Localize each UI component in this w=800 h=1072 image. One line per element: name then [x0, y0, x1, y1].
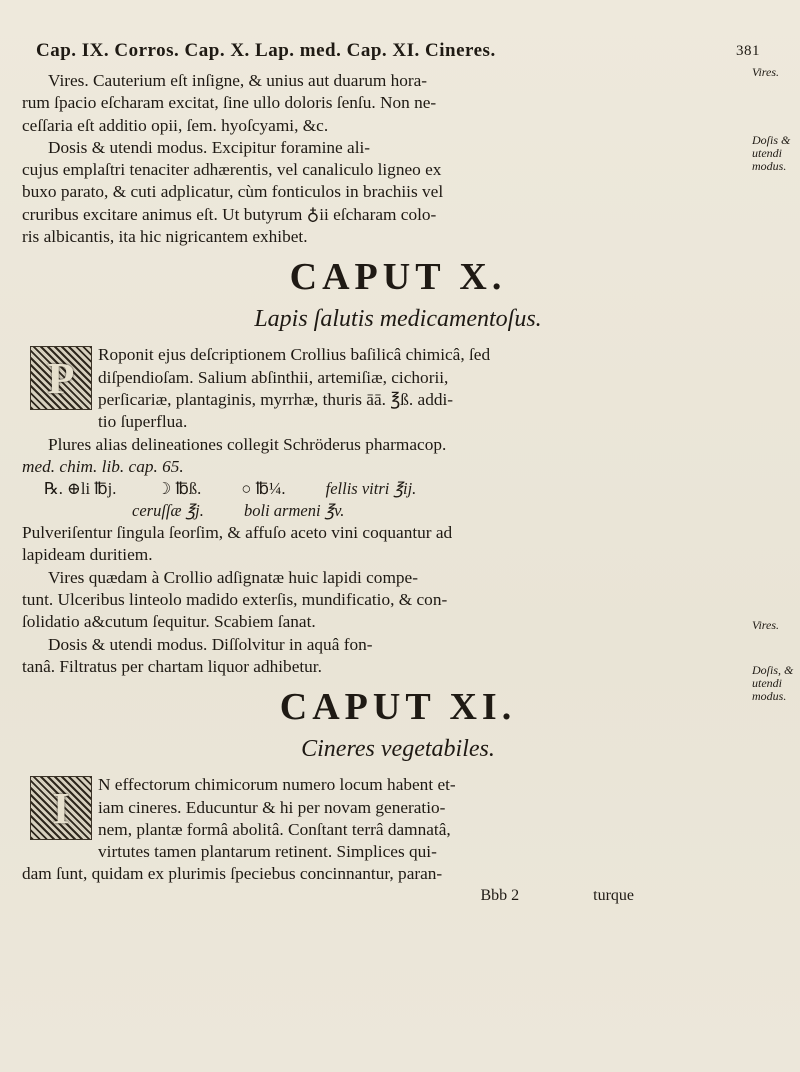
text-line: Plures alias delineationes collegit Schröderus pharmacop.: [48, 434, 447, 454]
text-line: lapideam duritiem.: [22, 545, 153, 565]
text-line: diſpendioſam. Salium abſinthii, artemiſiæ, cichorii,: [98, 367, 449, 387]
text-line: Vires. Cauterium eſt inſigne, & unius aut duarum hora-: [48, 71, 428, 90]
text-line: dam ſunt, quidam ex plurimis ſpeciebus concinnantur, paran-: [22, 864, 443, 884]
vires-paragraph-1: [22, 70, 774, 137]
plures-paragraph: [22, 434, 774, 479]
text-line: perſicariæ, plantaginis, myrrhæ, thuris āā. ℥ß. addi-: [98, 389, 454, 409]
running-title: Cap. IX. Corros. Cap. X. Lap. med. Cap. XI. Cineres.: [36, 40, 496, 61]
recipe-ingredient: ℞. ⊕li ℔j.: [44, 479, 117, 499]
catchword: turque: [593, 886, 634, 904]
text-line: ſolidatio a&cutum ſequitur. Scabiem ſanat.: [22, 612, 316, 632]
margin-note-vires-1: Vires.: [752, 65, 779, 79]
chapter-heading-xi: CAPUT XI.: [279, 686, 517, 729]
recipe-block: [22, 478, 774, 522]
recipe-ingredient: boli armeni ℥v.: [243, 501, 345, 521]
printed-text-block: [22, 38, 774, 906]
running-head: [36, 38, 774, 70]
recipe-ingredient: ceruſſæ ℥j.: [132, 501, 204, 521]
dosis-paragraph-1: [22, 137, 774, 248]
text-line: med. chim. lib. cap. 65.: [22, 456, 184, 476]
dosis-paragraph-2: [22, 634, 774, 679]
text-line: iam cineres. Educuntur & hi per novam generatio-: [98, 797, 446, 817]
initial-letter: I: [52, 784, 70, 834]
recipe-line: [22, 478, 774, 500]
text-line: N effectorum chimicorum numero locum habent et-: [98, 775, 456, 795]
text-line: tunt. Ulceribus linteolo madido exterſis, mundificatio, & con-: [22, 590, 448, 610]
chapter-x-intro: [22, 344, 774, 433]
margin-note-dosis-2: Doſis, & utendi modus.: [752, 663, 794, 703]
catchline: [22, 886, 774, 906]
text-line: rum ſpacio eſcharam excitat, ſine ullo doloris ſenſu. Non ne-: [22, 93, 437, 113]
vires-paragraph-2: [22, 567, 774, 634]
recipe-ingredient: ○ ℔¼.: [241, 479, 286, 499]
pulveri-paragraph: [22, 522, 774, 567]
text-line: Dosis & utendi modus. Excipitur foramine ali-: [48, 137, 371, 157]
text-line: Vires quædam à Crollio adſignatæ huic lapidi compe-: [48, 567, 418, 587]
text-line: tanâ. Filtratus per chartam liquor adhibetur.: [22, 656, 322, 676]
recipe-ingredient: ☽ ℔ß.: [156, 479, 202, 499]
recipe-line: [22, 500, 774, 522]
margin-note-vires-2: Vires.: [752, 618, 779, 632]
page-number: 381: [736, 43, 760, 59]
text-line: virtutes tamen plantarum retinent. Simplices qui-: [98, 842, 437, 862]
text-line: ceſſaria eſt additio opii, ſem. hyoſcyami, &c.: [22, 115, 329, 135]
chapter-subtitle-x: Lapis ſalutis medicamentoſus.: [254, 306, 542, 333]
chapter-xi-intro: [22, 774, 774, 885]
chapter-heading-x: CAPUT X.: [289, 256, 507, 299]
signature-mark: Bbb 2: [480, 886, 520, 904]
text-line: Dosis & utendi modus. Diſſolvitur in aquâ fon-: [48, 634, 373, 654]
text-line: cruribus excitare animus eſt. Ut butyrum ♁ii eſcharam colo-: [22, 204, 437, 224]
text-line: tio ſuperflua.: [98, 412, 188, 432]
margin-note-dosis-1: Doſis & utendi modus.: [752, 133, 791, 173]
text-line: buxo parato, & cuti adplicatur, cùm fonticulos in brachiis vel: [22, 182, 444, 202]
recipe-ingredient: fellis vitri ℥ij.: [325, 479, 417, 499]
text-line: nem, plantæ formâ abolitâ. Conſtant terrâ damnatâ,: [98, 819, 451, 839]
text-line: Pulveriſentur ſingula ſeorſim, & affuſo aceto vini coquantur ad: [22, 523, 453, 543]
text-line: cujus emplaſtri tenaciter adhærentis, vel canaliculo ligneo ex: [22, 160, 442, 180]
initial-letter: P: [47, 354, 75, 404]
text-line: ris albicantis, ita hic nigricantem exhibet.: [22, 227, 308, 247]
text-line: Roponit ejus deſcriptionem Crollius baſilicâ chimicâ, ſed: [98, 345, 491, 365]
chapter-subtitle-xi: Cineres vegetabiles.: [301, 736, 495, 763]
